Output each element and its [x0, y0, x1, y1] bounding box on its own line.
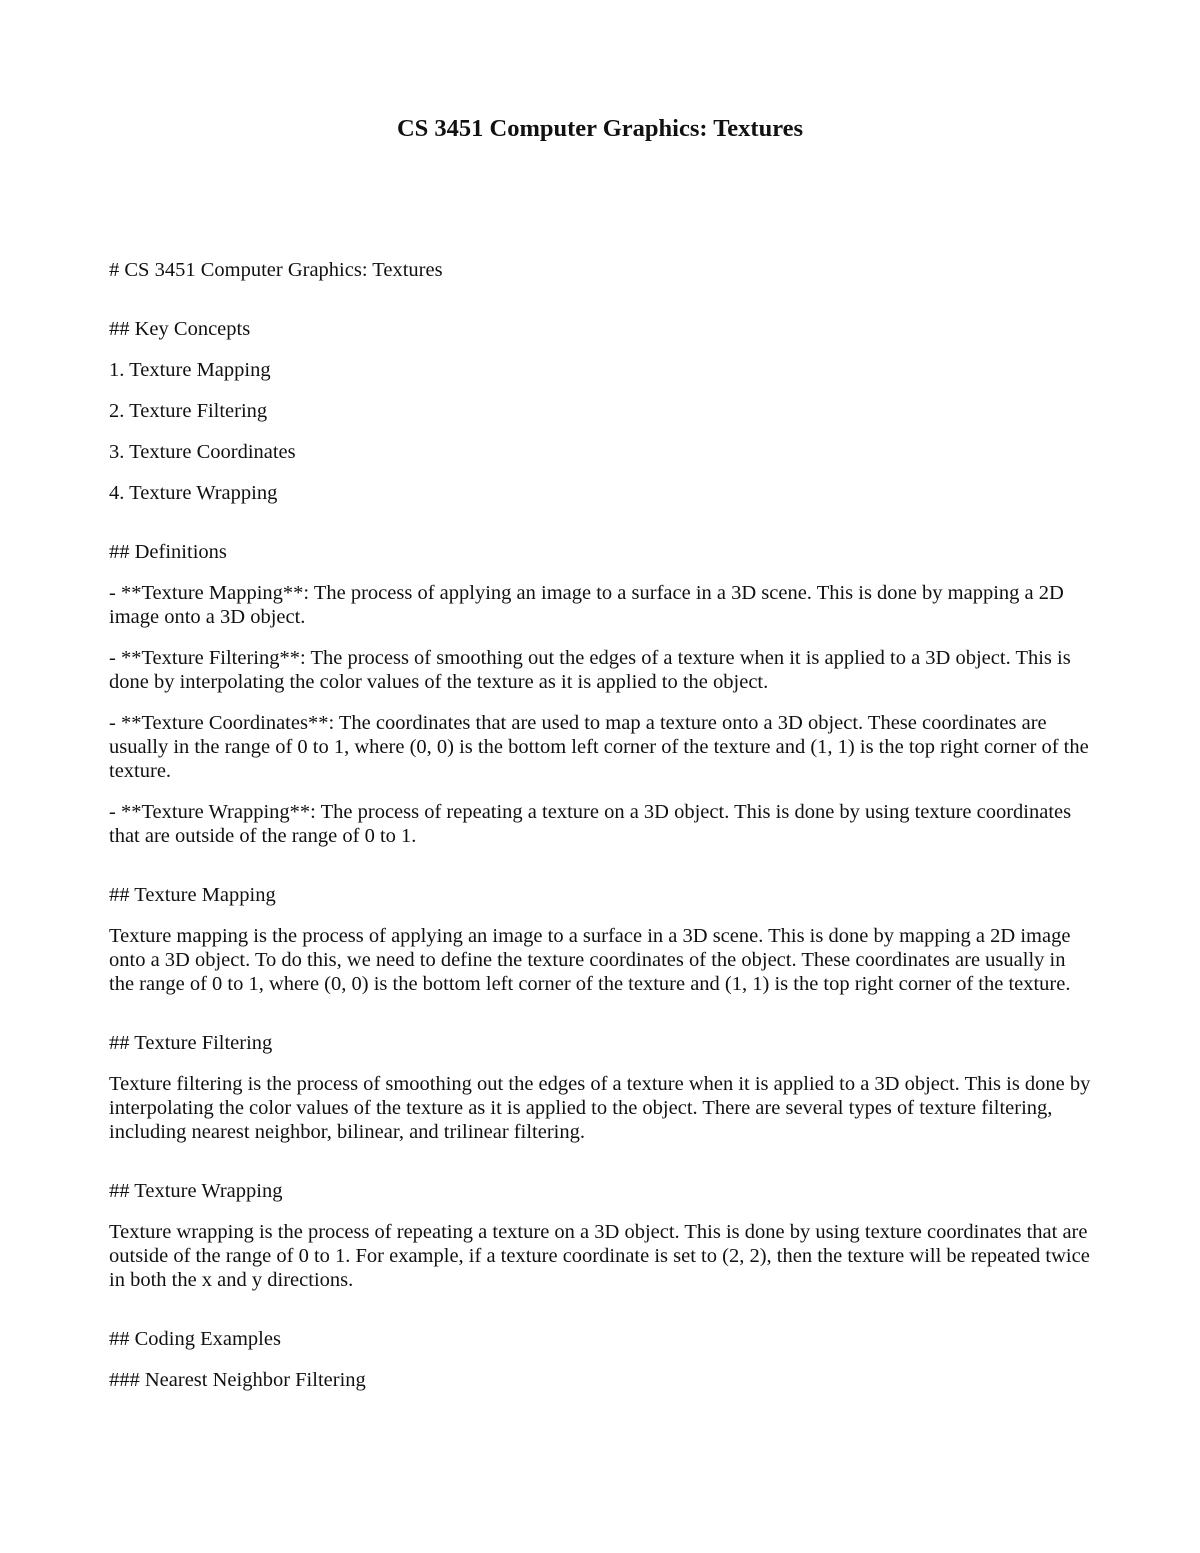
definitions-heading: ## Definitions — [109, 541, 227, 563]
texture-wrapping-paragraph: Texture wrapping is the process of repeating a texture on a 3D object. This is done by using texture coordinates that are outside of the range of 0 to 1. For example, if a texture coordinate is set to (2, 2), then the texture will be repeated twice in both the x and y directions. — [109, 1221, 1090, 1291]
texture-wrapping-heading: ## Texture Wrapping — [109, 1180, 283, 1202]
texture-filtering-paragraph: Texture filtering is the process of smoothing out the edges of a texture when it is applied to a 3D object. This is done by interpolating the color values of the texture as it is applied to the object. There are several types of texture filtering, including nearest neighbor, bilinear, and trilinear filtering. — [109, 1073, 1091, 1143]
texture-mapping-heading: ## Texture Mapping — [109, 884, 276, 906]
list-item: 2. Texture Filtering — [109, 400, 268, 422]
list-item: 4. Texture Wrapping — [109, 482, 278, 504]
definition-item: - **Texture Wrapping**: The process of repeating a texture on a 3D object. This is done by using texture coordinates that are outside of the range of 0 to 1. — [109, 801, 1072, 847]
coding-examples-heading: ## Coding Examples — [109, 1328, 281, 1350]
definition-item: - **Texture Mapping**: The process of applying an image to a surface in a 3D scene. This is done by mapping a 2D image onto a 3D object. — [109, 582, 1064, 628]
texture-filtering-heading: ## Texture Filtering — [109, 1032, 273, 1054]
document-body — [109, 258, 1094, 1392]
key-concepts-heading: ## Key Concepts — [109, 318, 251, 340]
nearest-neighbor-subheading: ### Nearest Neighbor Filtering — [109, 1369, 366, 1391]
definition-item: - **Texture Coordinates**: The coordinates that are used to map a texture onto a 3D object. These coordinates are usually in the range of 0 to 1, where (0, 0) is the bottom left corner of the texture and (1, 1) is the top right corner of the texture. — [109, 712, 1089, 782]
document-title: CS 3451 Computer Graphics: Textures — [396, 115, 804, 142]
list-item: 3. Texture Coordinates — [109, 441, 296, 463]
texture-mapping-paragraph: Texture mapping is the process of applying an image to a surface in a 3D scene. This is done by mapping a 2D image onto a 3D object. To do this, we need to define the texture coordinates of the object. These coordinates are usually in the range of 0 to 1, where (0, 0) is the bottom left corner of the texture and (1, 1) is the top right corner of the texture. — [109, 925, 1071, 995]
list-item: 1. Texture Mapping — [109, 359, 271, 381]
definition-item: - **Texture Filtering**: The process of smoothing out the edges of a texture when it is applied to a 3D object. This is done by interpolating the color values of the texture as it is applied to the object. — [109, 647, 1071, 693]
markdown-heading-1: # CS 3451 Computer Graphics: Textures — [109, 259, 443, 281]
